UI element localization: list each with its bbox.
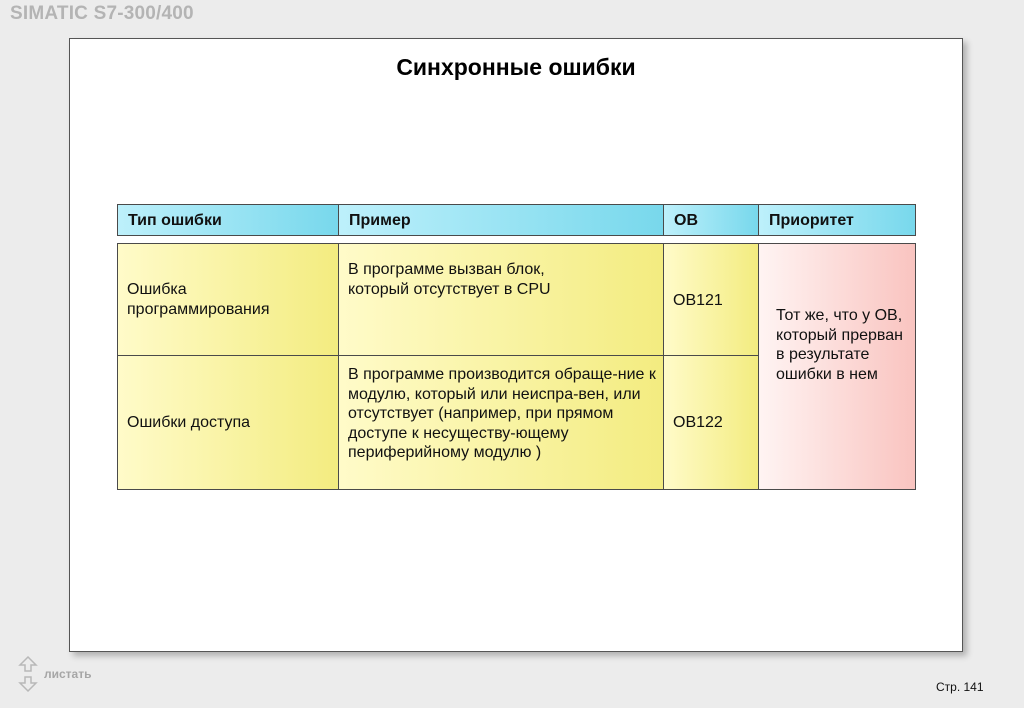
row2-ob [663,355,759,490]
row1-example [338,243,664,356]
header-example: Пример [338,204,664,236]
row2-error-type-text: Ошибки доступа [127,413,251,431]
row1-ob [663,243,759,356]
header-priority: Приоритет [758,204,916,236]
priority-text: Тот же, что у OB, который прерван в результате ошибки в нем [776,307,903,383]
row2-error-type [117,355,339,490]
brand-title: SIMATIC S7-300/400 [10,3,194,24]
row1-error-type [117,243,339,356]
row2-example [338,355,664,490]
header-error-type: Тип ошибки [117,204,339,236]
priority-cell [758,243,916,490]
row2-ob-text: OB122 [673,413,723,431]
page-flip-control[interactable] [18,655,91,693]
page-flip-label[interactable]: листать [44,667,92,681]
header-ob: OB [663,204,759,236]
slide-panel [69,38,963,652]
row1-error-type-text: Ошибка программирования [127,281,270,318]
row1-ob-text: OB121 [673,292,723,309]
slide-title: Синхронные ошибки [396,54,636,80]
page-number: Стр. 141 [936,680,984,694]
page-flip-arrows-icon [18,655,38,693]
row2-example-text: В программе производится обраще-ние к модулю, который или неиспра-вен, или отсутствует (например, при прямом доступе к несуществу-ющему периферийному модулю ) [348,366,656,461]
row1-example-text: В программе вызван блок, который отсутствует в CPU [348,261,551,298]
